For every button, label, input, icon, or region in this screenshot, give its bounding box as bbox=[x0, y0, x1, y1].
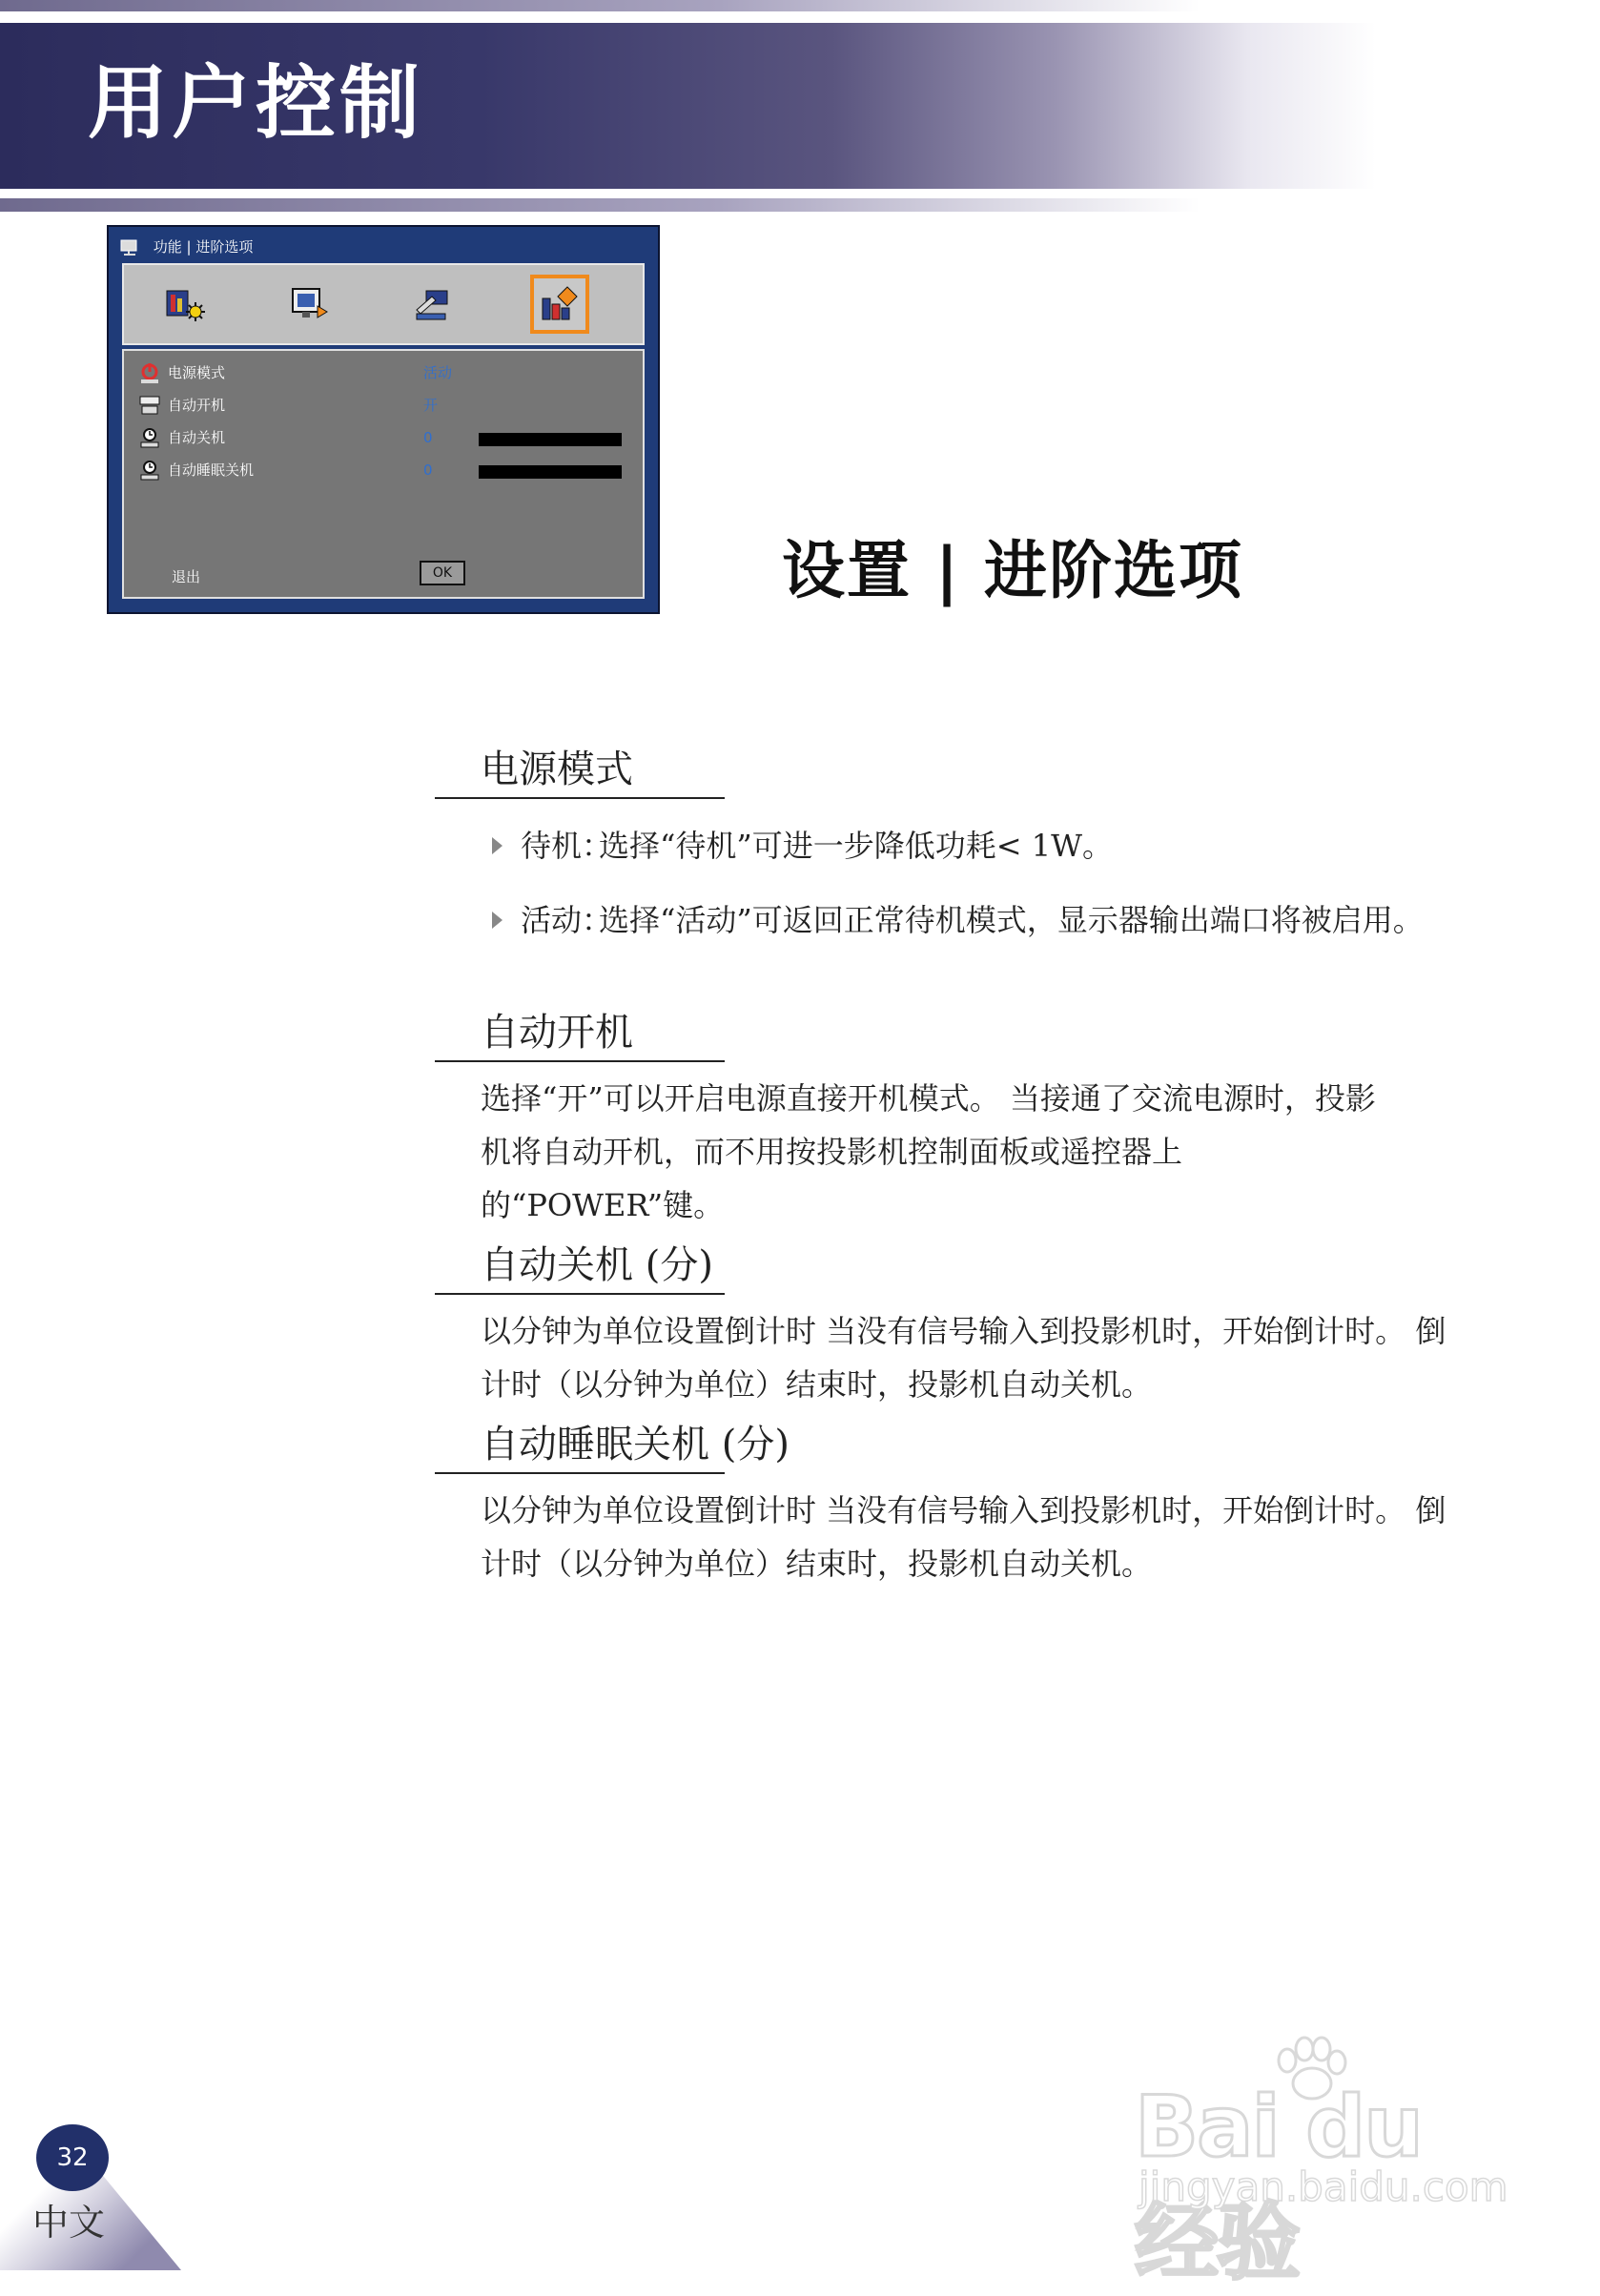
bullet-text: 选择“待机”可进一步降低功耗< 1W。 bbox=[599, 828, 1113, 864]
menu-icon bbox=[120, 239, 141, 256]
tab-setup[interactable] bbox=[402, 275, 462, 334]
section-heading: 设置 | 进阶选项 bbox=[782, 534, 1244, 607]
osd-menu-screenshot bbox=[107, 225, 660, 614]
osd-row-value: 活动 bbox=[423, 364, 453, 381]
screen-settings-icon bbox=[289, 285, 331, 323]
osd-row-power-mode[interactable] bbox=[139, 359, 635, 387]
paragraph-auto-power-off: 以分钟为单位设置倒计时 当没有信号输入到投影机时，开始倒计时。 倒计时（以分钟为单位）结束时，投影机自动关机。 bbox=[481, 1313, 1446, 1403]
watermark-main-text: Bai du 经验 bbox=[1135, 2078, 1422, 2291]
osd-titlebar bbox=[120, 235, 645, 259]
power-icon bbox=[139, 362, 160, 383]
image-settings-icon bbox=[165, 285, 207, 323]
sleep-timer-icon bbox=[139, 460, 160, 481]
baidu-watermark bbox=[1125, 2036, 1508, 2291]
bullet-triangle-icon bbox=[492, 912, 503, 929]
tab-advanced-options[interactable] bbox=[530, 275, 589, 334]
osd-title: 功能 | 进阶选项 bbox=[153, 238, 254, 256]
heading-text: 自动开机 bbox=[481, 1011, 633, 1055]
heading-auto-power-on bbox=[435, 1007, 725, 1062]
osd-slider-bar[interactable] bbox=[479, 465, 622, 479]
header-underline-stripe bbox=[0, 198, 1600, 212]
osd-row-label: 自动开机 bbox=[168, 397, 226, 414]
page-number: 32 bbox=[36, 2124, 109, 2191]
heading-power-mode bbox=[435, 744, 725, 799]
osd-row-value: 0 bbox=[423, 461, 433, 479]
header-top-stripe bbox=[0, 0, 1600, 11]
bullet-text: 选择“活动”可返回正常待机模式，显示器输出端口将被启用。 bbox=[599, 902, 1424, 938]
osd-row-auto-power-off[interactable] bbox=[139, 423, 635, 452]
power-on-icon bbox=[139, 395, 160, 416]
osd-menu-body bbox=[122, 349, 645, 599]
bullet-triangle-icon bbox=[492, 837, 503, 854]
osd-row-value: 0 bbox=[423, 429, 433, 446]
bullet-label: 待机： bbox=[521, 828, 613, 864]
osd-row-value: 开 bbox=[423, 397, 439, 414]
osd-row-label: 自动关机 bbox=[168, 429, 226, 446]
tab-screen-settings[interactable] bbox=[280, 275, 339, 334]
heading-text: 电源模式 bbox=[481, 748, 633, 791]
heading-sleep-timer bbox=[435, 1419, 790, 1474]
watermark-url: jingyan.baidu.com bbox=[1138, 2163, 1508, 2210]
page-title: 用户控制 bbox=[88, 56, 424, 150]
osd-tab-bar bbox=[122, 263, 645, 345]
osd-exit-label[interactable]: 退出 bbox=[172, 568, 201, 585]
osd-ok-button[interactable]: OK bbox=[420, 561, 465, 585]
heading-text: 自动睡眠关机 (分) bbox=[481, 1423, 790, 1466]
osd-slider-bar[interactable] bbox=[479, 433, 622, 446]
heading-text: 自动关机 (分) bbox=[481, 1243, 713, 1287]
language-label: 中文 bbox=[32, 2202, 106, 2244]
setup-icon bbox=[411, 285, 453, 323]
tab-image-settings[interactable] bbox=[156, 275, 215, 334]
paragraph-sleep-timer: 以分钟为单位设置倒计时 当没有信号输入到投影机时，开始倒计时。 倒计时（以分钟为单位）结束时，投影机自动关机。 bbox=[481, 1492, 1446, 1582]
paragraph-auto-power-on: 选择“开”可以开启电源直接开机模式。 当接通了交流电源时，投影机将自动开机，而不用按投影机控制面板或遥控器上的“POWER”键。 bbox=[481, 1080, 1376, 1223]
timer-icon bbox=[139, 427, 160, 448]
bullet-label: 活动： bbox=[521, 902, 613, 938]
osd-row-label: 电源模式 bbox=[168, 364, 226, 381]
advanced-options-icon bbox=[539, 285, 581, 323]
osd-row-label: 自动睡眠关机 bbox=[168, 461, 255, 479]
osd-row-auto-power-on[interactable] bbox=[139, 391, 635, 420]
osd-row-sleep-timer[interactable] bbox=[139, 456, 635, 484]
heading-auto-power-off bbox=[435, 1240, 725, 1295]
